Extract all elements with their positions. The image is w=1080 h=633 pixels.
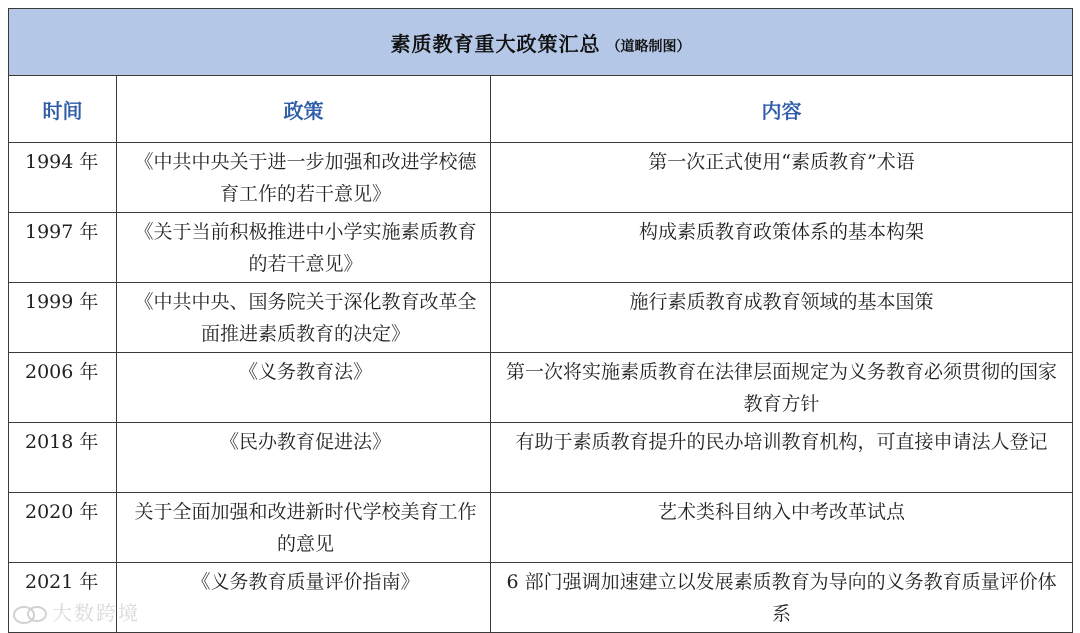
policy-summary-table [8, 8, 1073, 633]
policy-cell: 《义务教育质量评价指南》 [117, 563, 491, 633]
policy-cell: 关于全面加强和改进新时代学校美育工作的意见 [117, 493, 491, 563]
table-title [9, 9, 1073, 76]
policy-table-frame [8, 8, 1072, 633]
policy-cell: 《中共中央关于进一步加强和改进学校德育工作的若干意见》 [117, 143, 491, 213]
column-header-year: 时间 [9, 76, 117, 143]
content-cell: 6 部门强调加速建立以发展素质教育为导向的义务教育质量评价体系 [491, 563, 1073, 633]
table-title-main: 素质教育重大政策汇总 [390, 31, 601, 56]
policy-cell: 《义务教育法》 [117, 353, 491, 423]
year-cell: 1994 年 [9, 143, 117, 213]
column-header-policy: 政策 [117, 76, 491, 143]
table-title-source: （道略制图） [606, 38, 691, 55]
policy-cell: 《关于当前积极推进中小学实施素质教育的若干意见》 [117, 213, 491, 283]
table-row [9, 563, 1073, 633]
table-row [9, 353, 1073, 423]
table-row [9, 423, 1073, 493]
policy-cell: 《民办教育促进法》 [117, 423, 491, 493]
year-cell: 2018 年 [9, 423, 117, 493]
content-cell: 第一次正式使用“素质教育”术语 [491, 143, 1073, 213]
chat-bubble-logo-icon [12, 604, 48, 626]
year-cell: 1997 年 [9, 213, 117, 283]
table-row [9, 143, 1073, 213]
content-cell: 艺术类科目纳入中考改革试点 [491, 493, 1073, 563]
year-cell: 2006 年 [9, 353, 117, 423]
content-cell: 施行素质教育成教育领域的基本国策 [491, 283, 1073, 353]
watermark-text: 大数跨境 [52, 601, 140, 625]
content-cell: 有助于素质教育提升的民办培训教育机构，可直接申请法人登记 [491, 423, 1073, 493]
content-cell: 第一次将实施素质教育在法律层面规定为义务教育必须贯彻的国家教育方针 [491, 353, 1073, 423]
year-cell: 2020 年 [9, 493, 117, 563]
content-cell: 构成素质教育政策体系的基本构架 [491, 213, 1073, 283]
table-row [9, 283, 1073, 353]
table-row [9, 493, 1073, 563]
year-cell: 2021 年 [9, 563, 117, 633]
watermark [12, 597, 140, 626]
policy-cell: 《中共中央、国务院关于深化教育改革全面推进素质教育的决定》 [117, 283, 491, 353]
year-cell: 1999 年 [9, 283, 117, 353]
column-header-content: 内容 [491, 76, 1073, 143]
table-row [9, 213, 1073, 283]
